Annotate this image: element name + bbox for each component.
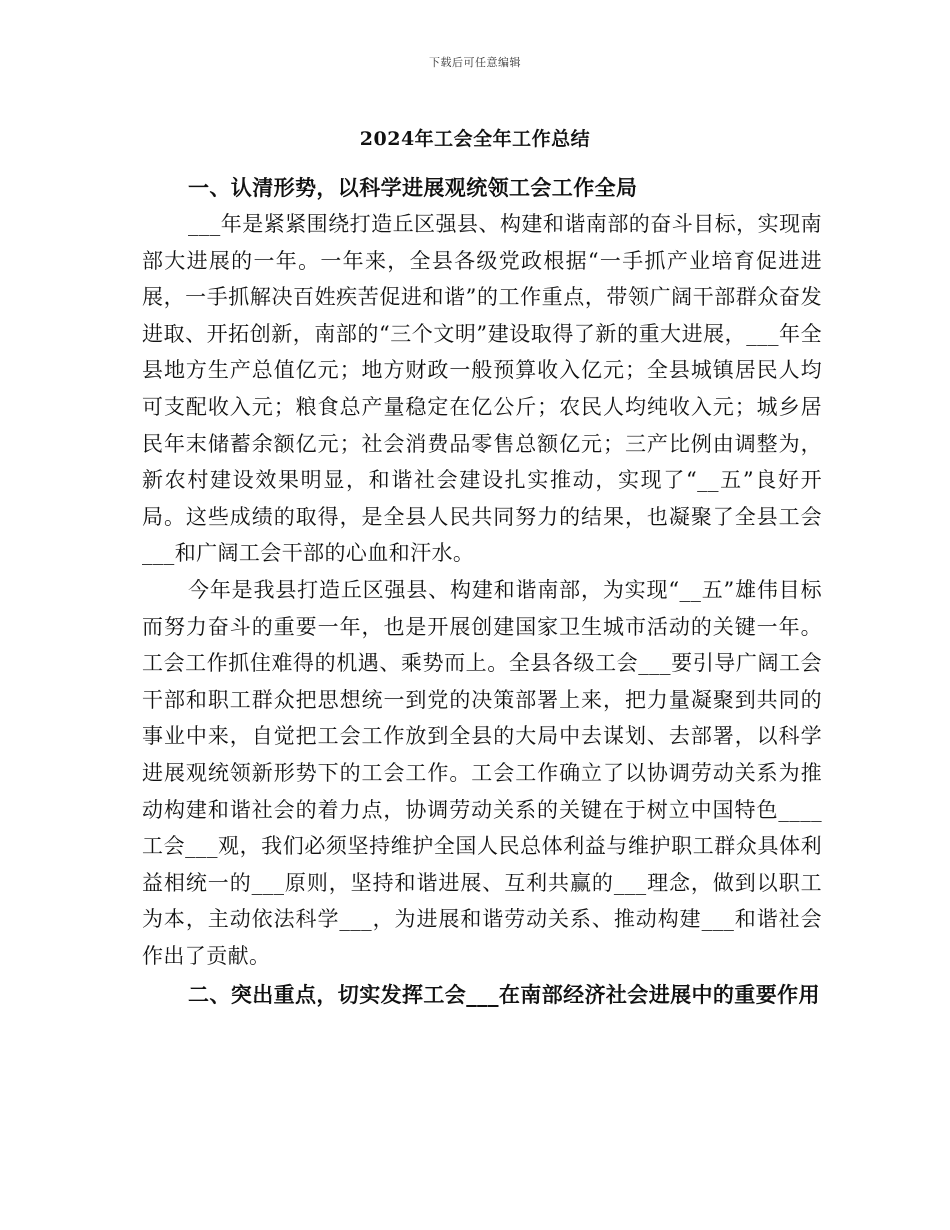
section-heading-2: 二、突出重点，切实发挥工会___在南部经济社会进展中的重要作用 xyxy=(188,982,820,1008)
document-title: 2024年工会全年工作总结 xyxy=(359,128,591,150)
document-body xyxy=(142,170,822,1016)
section-heading-1: 一、认清形势，以科学进展观统领工会工作全局 xyxy=(188,175,638,200)
paragraph-1: ___年是紧紧围绕打造丘区强县、构建和谐南部的奋斗目标，实现南部大进展的一年。一年来，全县各级党政根据“一手抓产业培育促进进展，一手抓解决百姓疾苦促进和谐”的工作重点，带领广阔干部群众奋发进取、开拓创新，南部的“三个文明”建设取得了新的重大进展，___年全县地方生产总值亿元；地方财政一般预算收入亿元；全县城镇居民人均可支配收入元；粮食总产量稳定在亿公斤；农民人均纯收入元；城乡居民年末储蓄余额亿元；社会消费品零售总额亿元；三产比例由调整为，新农村建设效果明显，和谐社会建设扎实推动，实现了“__五”良好开局。这些成绩的取得，是全县人民共同努力的结果，也凝聚了全县工会___和广阔工会干部的心血和汗水。 xyxy=(142,212,822,566)
header-note: 下载后可任意编辑 xyxy=(429,56,521,69)
paragraph-2: 今年是我县打造丘区强县、构建和谐南部，为实现“__五”雄伟目标而努力奋斗的重要一年，也是开展创建国家卫生城市活动的关键一年。工会工作抓住难得的机遇、乘势而上。全县各级工会___要引导广阔工会干部和职工群众把思想统一到党的决策部署上来，把力量凝聚到共同的事业中来，自觉把工会工作放到全县的大局中去谋划、去部署，以科学进展观统领新形势下的工会工作。工会工作确立了以协调劳动关系为推动构建和谐社会的着力点，协调劳动关系的关键在于树立中国特色____工会___观，我们必须坚持维护全国人民总体利益与维护职工群众具体利益相统一的___原则，坚持和谐进展、互利共赢的___理念，做到以职工为本，主动依法科学___，为进展和谐劳动关系、推动构建___和谐社会作出了贡献。 xyxy=(142,577,822,968)
